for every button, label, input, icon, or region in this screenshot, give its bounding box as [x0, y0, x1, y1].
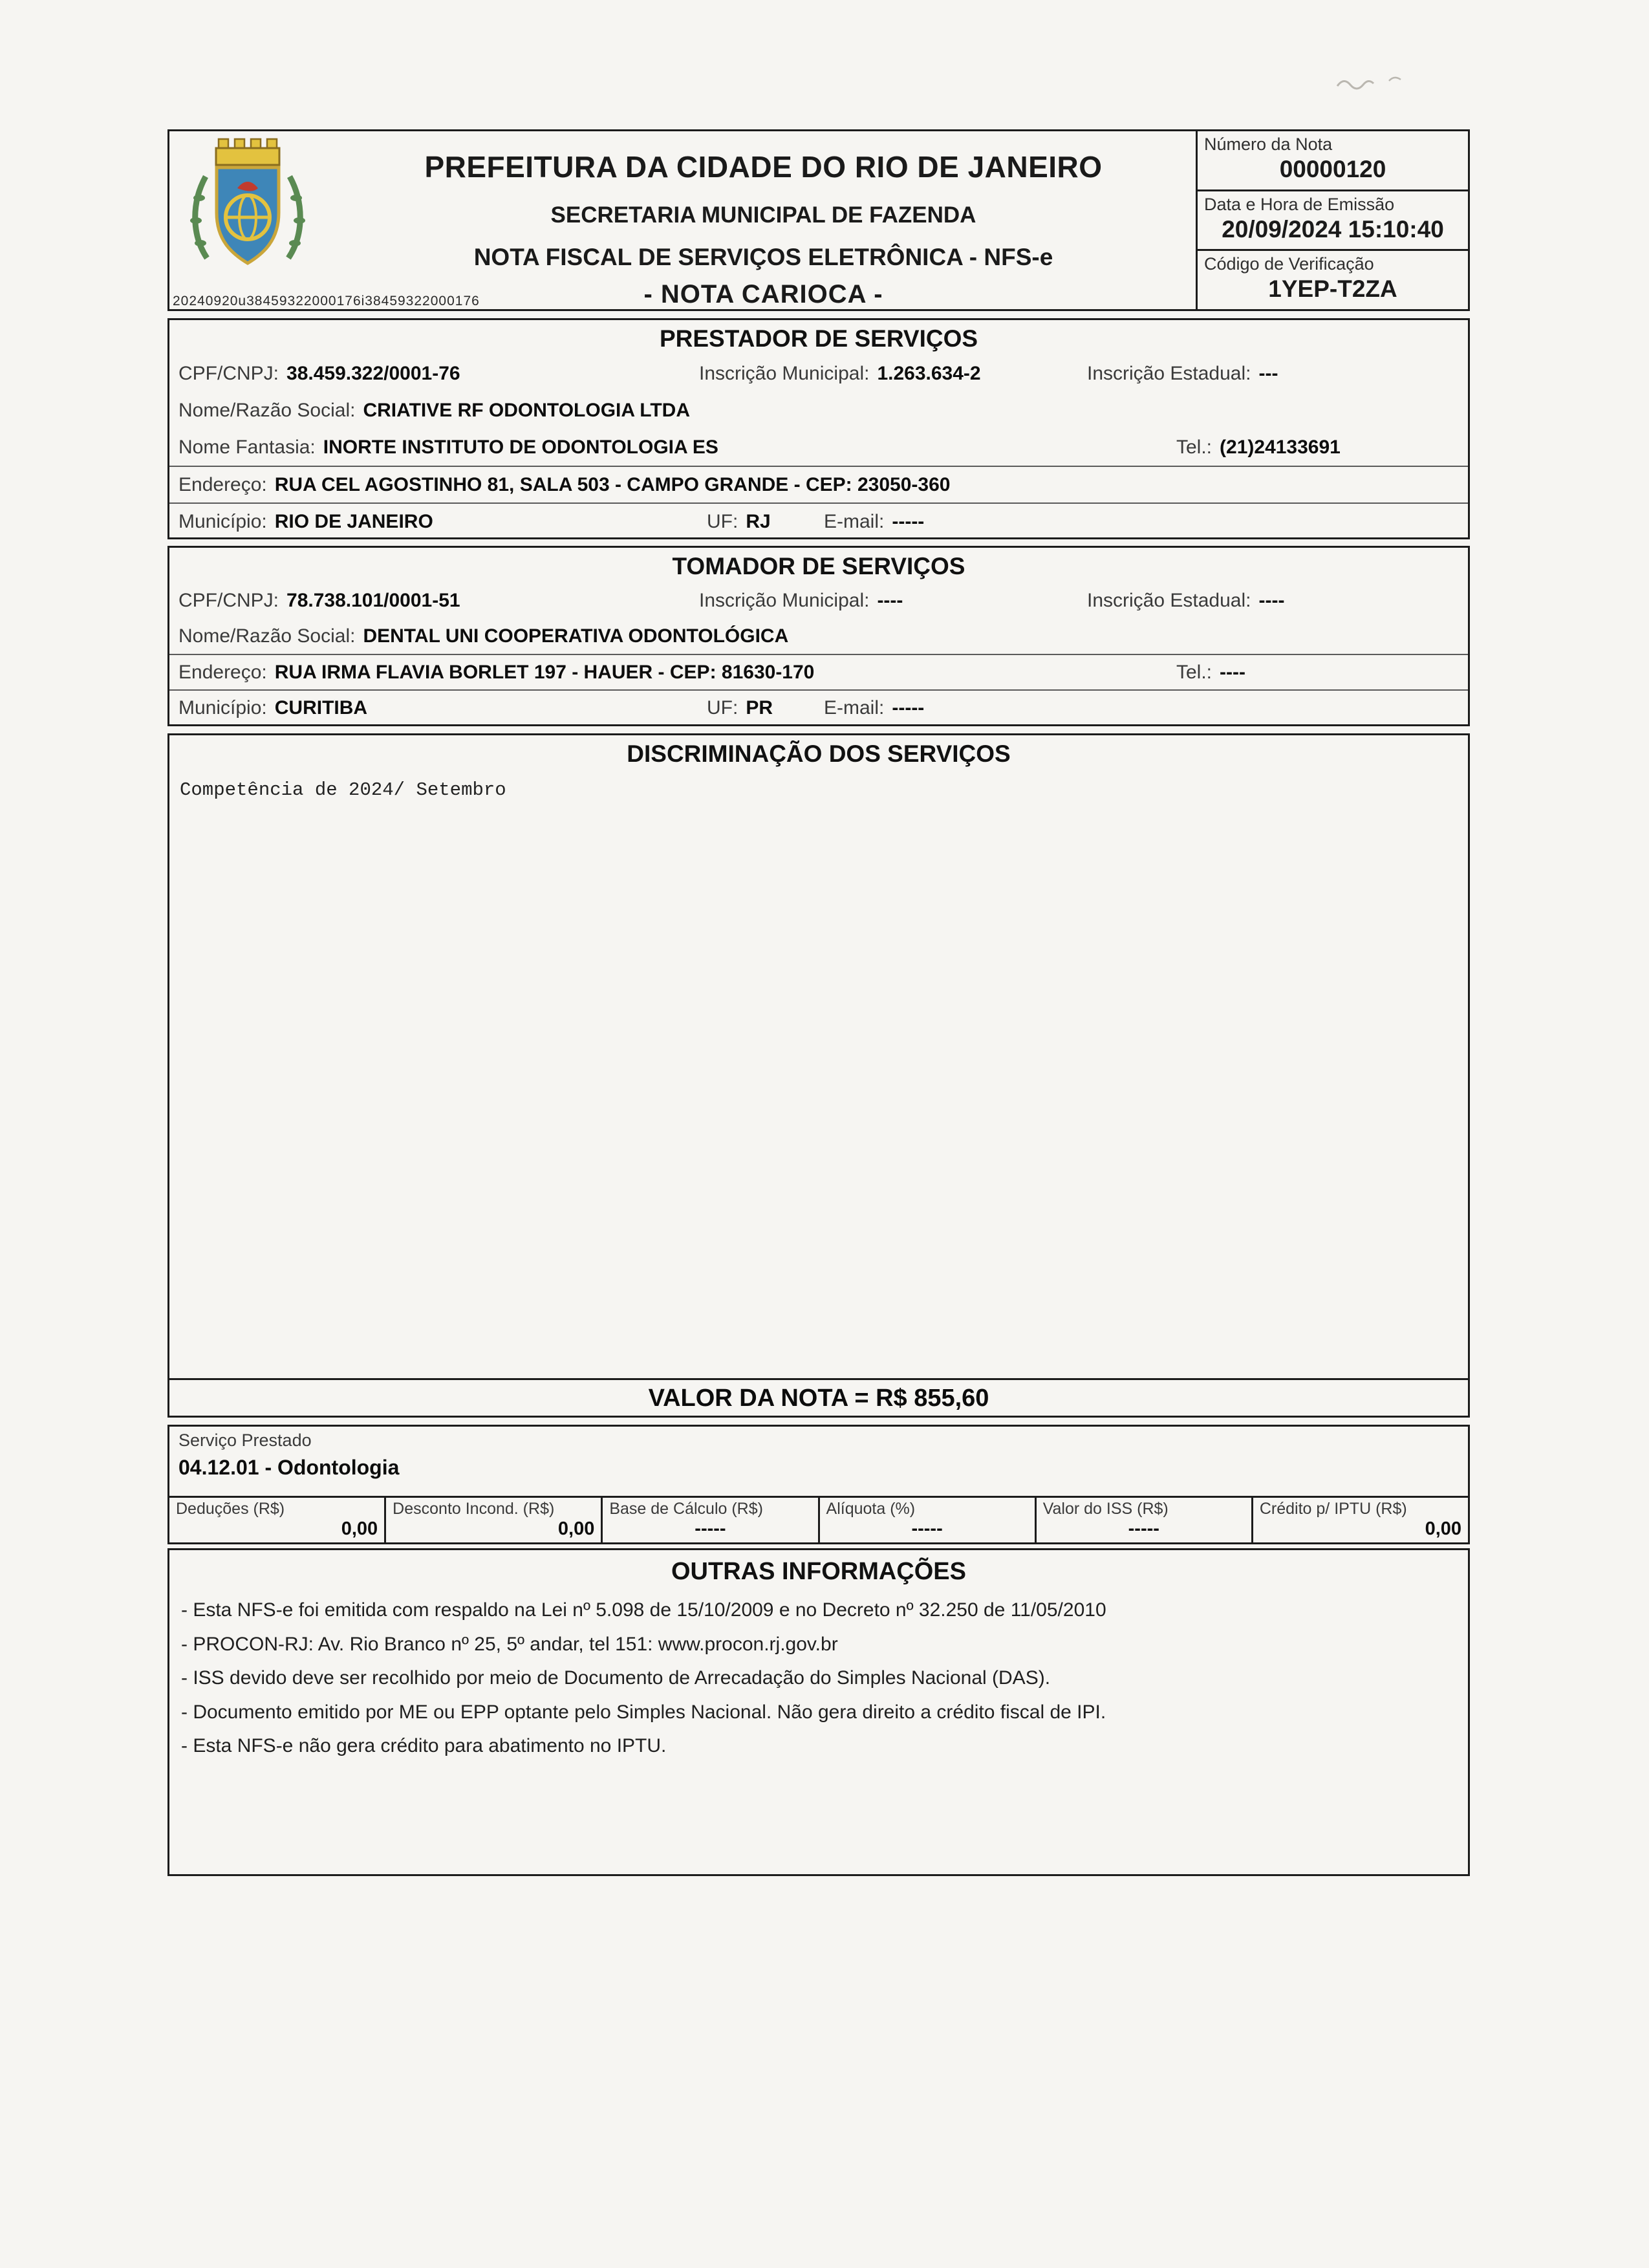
prestador-cpf-value: 38.459.322/0001-76 [286, 362, 460, 384]
tomador-municipio-label: Município: [178, 697, 267, 718]
base-calculo-value: ----- [695, 1518, 726, 1539]
valores-cell-base-calculo [603, 1498, 819, 1542]
prestador-row-razao [169, 392, 1468, 429]
nota-info-box [1196, 131, 1468, 309]
valores-cell-aliquota [820, 1498, 1037, 1542]
valores-cell-valor-iss [1037, 1498, 1253, 1542]
barcode-text: 20240920u38459322000176i38459322000176 [173, 294, 480, 308]
prestador-uf-value: RJ [746, 510, 771, 532]
prestador-title: PRESTADOR DE SERVIÇOS [659, 325, 978, 352]
emission-row [1198, 191, 1468, 252]
discriminacao-section [167, 733, 1470, 1418]
nota-carioca-title: - NOTA CARIOCA - [643, 280, 883, 308]
servico-prestado-label: Serviço Prestado [178, 1431, 312, 1450]
tomador-tel-label: Tel.: [1176, 661, 1212, 683]
tomador-row-razao [169, 618, 1468, 654]
tomador-endereco-label: Endereço: [178, 661, 267, 683]
valores-cell-deducoes [169, 1498, 386, 1542]
prestador-email-label: E-mail: [824, 510, 885, 532]
base-calculo-label: Base de Cálculo (R$) [609, 1500, 763, 1518]
nota-number-row [1198, 131, 1468, 191]
valor-da-nota: VALOR DA NOTA = R$ 855,60 [169, 1378, 1468, 1416]
tomador-email-value: ----- [892, 697, 925, 718]
outras-informacoes-section [167, 1548, 1470, 1876]
credito-iptu-value: 0,00 [1425, 1518, 1462, 1539]
prestador-tel-label: Tel.: [1176, 436, 1212, 458]
prestador-municipio-value: RIO DE JANEIRO [274, 510, 433, 532]
prestador-endereco-label: Endereço: [178, 473, 267, 495]
logo-area [169, 131, 331, 309]
emission-label: Data e Hora de Emissão [1204, 194, 1395, 214]
tomador-ie-value: ---- [1258, 589, 1285, 611]
deducoes-label: Deduções (R$) [176, 1500, 285, 1518]
discriminacao-body: Competência de 2024/ Setembro [180, 779, 506, 801]
tomador-section [167, 546, 1470, 726]
deducoes-value: 0,00 [341, 1518, 378, 1539]
prestador-cpf-label: CPF/CNPJ: [178, 362, 279, 384]
header-titles [331, 131, 1196, 309]
outras-info-item: - Documento emitido por ME ou EPP optante pelo Simples Nacional. Não gera direito a crédito fiscal de IPI. [181, 1701, 1106, 1723]
prestador-tel-value: (21)24133691 [1220, 436, 1341, 458]
valores-table [167, 1498, 1470, 1544]
tomador-im-value: ---- [877, 589, 903, 611]
nota-number-value: 00000120 [1279, 156, 1386, 182]
valor-iss-label: Valor do ISS (R$) [1042, 1500, 1169, 1518]
prestador-row-municipio [169, 502, 1468, 539]
outras-informacoes-title: OUTRAS INFORMAÇÕES [671, 1558, 966, 1585]
valores-cell-credito-iptu [1253, 1498, 1468, 1542]
verification-label: Código de Verificação [1204, 254, 1374, 274]
rio-coat-of-arms-icon [186, 136, 309, 275]
servico-prestado-box [167, 1425, 1470, 1498]
prestador-razao-value: CRIATIVE RF ODONTOLOGIA LTDA [363, 399, 691, 421]
servico-prestado-value: 04.12.01 - Odontologia [178, 1456, 400, 1479]
secretaria-subtitle: SECRETARIA MUNICIPAL DE FAZENDA [550, 202, 976, 228]
tomador-row-municipio [169, 689, 1468, 725]
credito-iptu-label: Crédito p/ IPTU (R$) [1259, 1500, 1407, 1518]
tomador-title: TOMADOR DE SERVIÇOS [672, 553, 965, 579]
tomador-im-label: Inscrição Municipal: [699, 589, 870, 611]
nota-number-label: Número da Nota [1204, 135, 1333, 154]
prestador-municipio-label: Município: [178, 510, 267, 532]
tomador-razao-label: Nome/Razão Social: [178, 625, 356, 647]
prestador-fantasia-label: Nome Fantasia: [178, 436, 316, 458]
verification-value: 1YEP-T2ZA [1268, 275, 1397, 303]
aliquota-value: ----- [911, 1518, 943, 1539]
tomador-cpf-label: CPF/CNPJ: [178, 589, 279, 611]
prestador-im-value: 1.263.634-2 [877, 362, 981, 384]
prestador-section [167, 318, 1470, 539]
verification-row [1198, 251, 1468, 309]
prestador-razao-label: Nome/Razão Social: [178, 399, 356, 421]
tomador-endereco-value: RUA IRMA FLAVIA BORLET 197 - HAUER - CEP: 81630-170 [274, 661, 815, 683]
outras-info-item: - Esta NFS-e não gera crédito para abatimento no IPTU. [181, 1735, 667, 1756]
outras-info-item: - Esta NFS-e foi emitida com respaldo na Lei nº 5.098 de 15/10/2009 e no Decreto nº 32.250 de 11/05/2010 [181, 1599, 1106, 1621]
aliquota-label: Alíquota (%) [826, 1500, 916, 1518]
prestador-row-fantasia [169, 429, 1468, 466]
tomador-row-endereco [169, 654, 1468, 689]
tomador-municipio-value: CURITIBA [274, 697, 368, 718]
tomador-tel-value: ---- [1220, 661, 1245, 683]
tomador-email-label: E-mail: [824, 697, 885, 718]
outras-info-item: - ISS devido deve ser recolhido por meio de Documento de Arrecadação do Simples Nacional (DAS). [181, 1667, 1051, 1689]
tomador-ie-label: Inscrição Estadual: [1087, 589, 1251, 611]
prestador-ie-label: Inscrição Estadual: [1087, 362, 1251, 384]
valores-cell-desconto [386, 1498, 603, 1542]
prefeitura-title: PREFEITURA DA CIDADE DO RIO DE JANEIRO [424, 150, 1103, 184]
invoice [167, 129, 1470, 1876]
tomador-razao-value: DENTAL UNI COOPERATIVA ODONTOLÓGICA [363, 625, 789, 647]
prestador-fantasia-value: INORTE INSTITUTO DE ODONTOLOGIA ES [323, 436, 718, 458]
desconto-label: Desconto Incond. (R$) [393, 1500, 555, 1518]
valor-iss-value: ----- [1128, 1518, 1159, 1539]
tomador-uf-label: UF: [707, 697, 738, 718]
prestador-ie-value: --- [1258, 362, 1278, 384]
discriminacao-title: DISCRIMINAÇÃO DOS SERVIÇOS [627, 740, 1011, 767]
prestador-row-cpf [169, 355, 1468, 392]
prestador-row-endereco [169, 466, 1468, 502]
scan-artifact-mark [1332, 68, 1416, 97]
prestador-im-label: Inscrição Municipal: [699, 362, 870, 384]
prestador-uf-label: UF: [707, 510, 738, 532]
tomador-uf-value: PR [746, 697, 773, 718]
desconto-value: 0,00 [557, 1518, 595, 1539]
tomador-cpf-value: 78.738.101/0001-51 [286, 589, 460, 611]
outras-info-item: - PROCON-RJ: Av. Rio Branco nº 25, 5º andar, tel 151: www.procon.rj.gov.br [181, 1633, 838, 1655]
tomador-row-cpf [169, 583, 1468, 618]
doc-type-title: NOTA FISCAL DE SERVIÇOS ELETRÔNICA - NFS-e [473, 244, 1053, 270]
emission-value: 20/09/2024 15:10:40 [1222, 215, 1444, 243]
header-section [167, 129, 1470, 311]
prestador-email-value: ----- [892, 510, 925, 532]
prestador-endereco-value: RUA CEL AGOSTINHO 81, SALA 503 - CAMPO GRANDE - CEP: 23050-360 [274, 473, 951, 495]
